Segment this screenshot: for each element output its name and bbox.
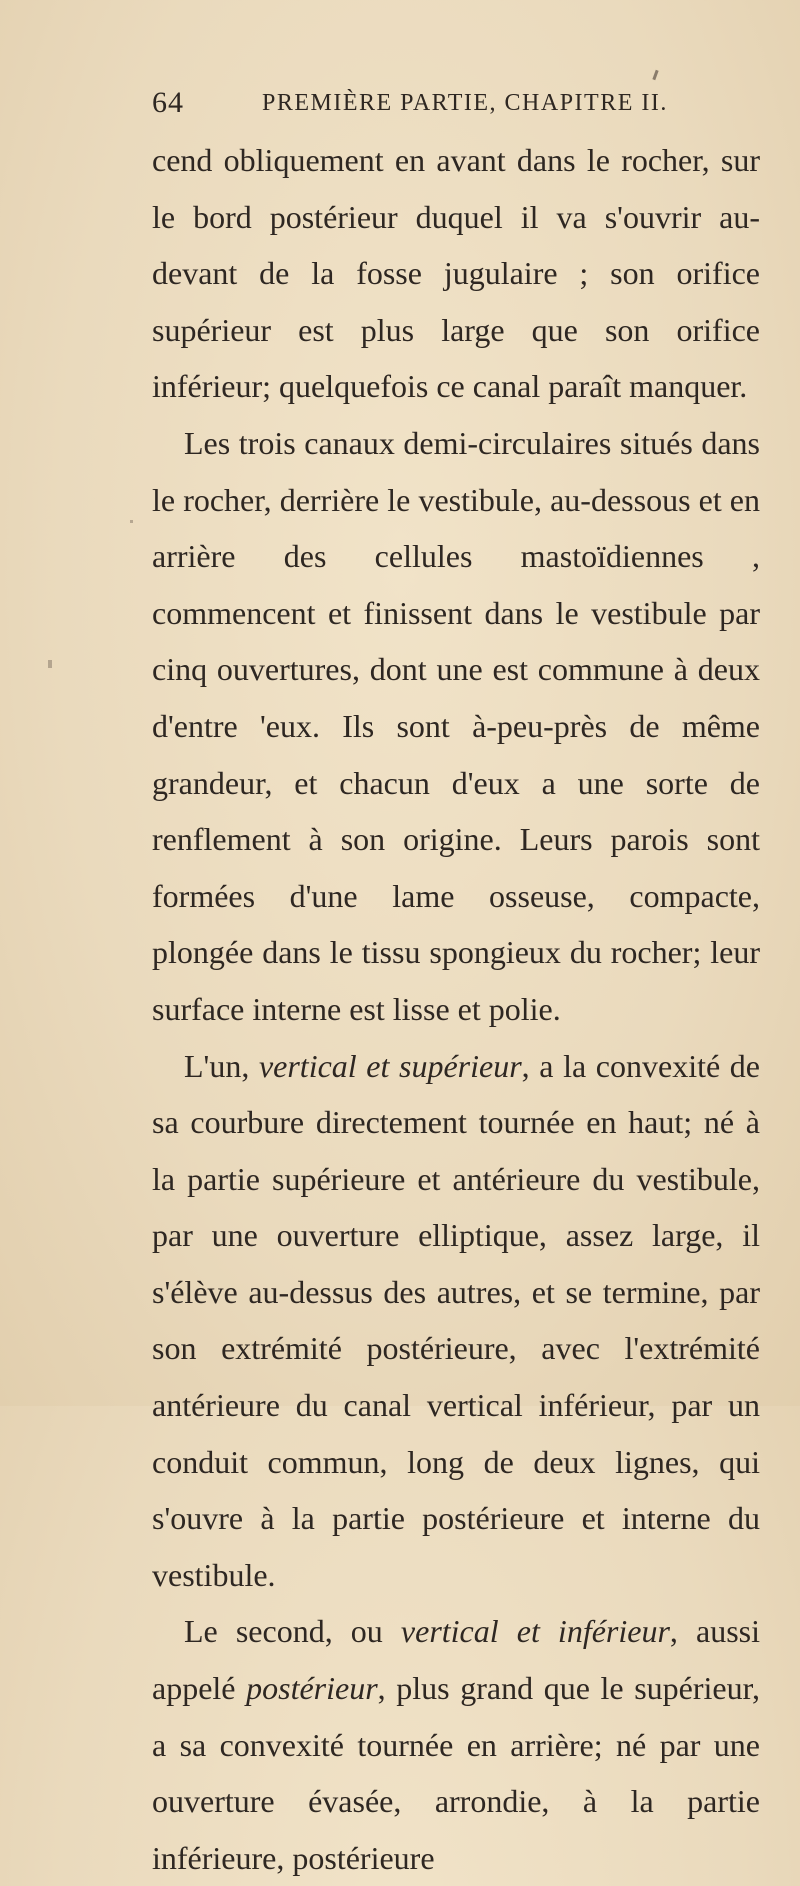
text-segment: , a la convexité de sa courbure directement tournée en haut; né à la partie supérieure et antérieure du vestibule, par une ouverture elliptique, assez large, il s'élève au-dessus des autres, et se termine, par son extrémité postérieure, avec l'extrémité antérieure du canal vertical inférieur, par un conduit commun, long de deux lignes, qui s'ouvre à la partie postérieure et interne du vestibule. xyxy=(152,1047,761,1593)
paper-speck xyxy=(130,520,133,523)
paragraph-4 xyxy=(152,1603,760,1886)
page-header xyxy=(152,86,712,126)
italic-term: vertical et supérieur xyxy=(258,1047,522,1084)
paragraph-2 xyxy=(152,415,760,1038)
text-segment: Les trois canaux demi-circulaires situés dans le rocher, derrière le vestibule, au-dessous et en arrière des cellules mastoïdiennes , commencent et finissent dans le vestibule par cinq ouvertures, dont une est commune à deux d'entre 'eux. Ils sont à-peu-près de même grandeur, et chacun d'eux a une sorte de renflement à son origine. Leurs parois sont formées d'une lame osseuse, compacte, plongée dans le tissu spongieux du rocher; leur surface interne est lisse et polie. xyxy=(152,424,760,1027)
paragraph-3 xyxy=(152,1038,760,1604)
paper-speck xyxy=(48,660,52,668)
paper-speck xyxy=(652,70,658,80)
text-segment: Le second, ou xyxy=(184,1613,401,1650)
text-segment: L'un, xyxy=(184,1047,259,1084)
paragraph-1 xyxy=(152,132,760,415)
text-segment: , aussi appelé xyxy=(152,1613,761,1707)
body-text xyxy=(152,132,760,1886)
running-head: PREMIÈRE PARTIE, CHAPITRE II. xyxy=(262,90,668,116)
text-segment: , plus grand que le supérieur, a sa convexité tournée en arrière; né par une ouverture évasée, arrondie, à la partie inférieure, postérieure xyxy=(152,1670,761,1876)
text-segment: cend obliquement en avant dans le rocher, sur le bord postérieur duquel il va s'ouvrir au-devant de la fosse jugulaire ; son orifice supérieur est plus large que son orifice inférieur; quelquefois ce canal paraît manquer. xyxy=(152,142,760,405)
italic-term: postérieur xyxy=(246,1670,378,1707)
italic-term: vertical et inférieur xyxy=(400,1613,670,1650)
page-number: 64 xyxy=(152,86,184,119)
